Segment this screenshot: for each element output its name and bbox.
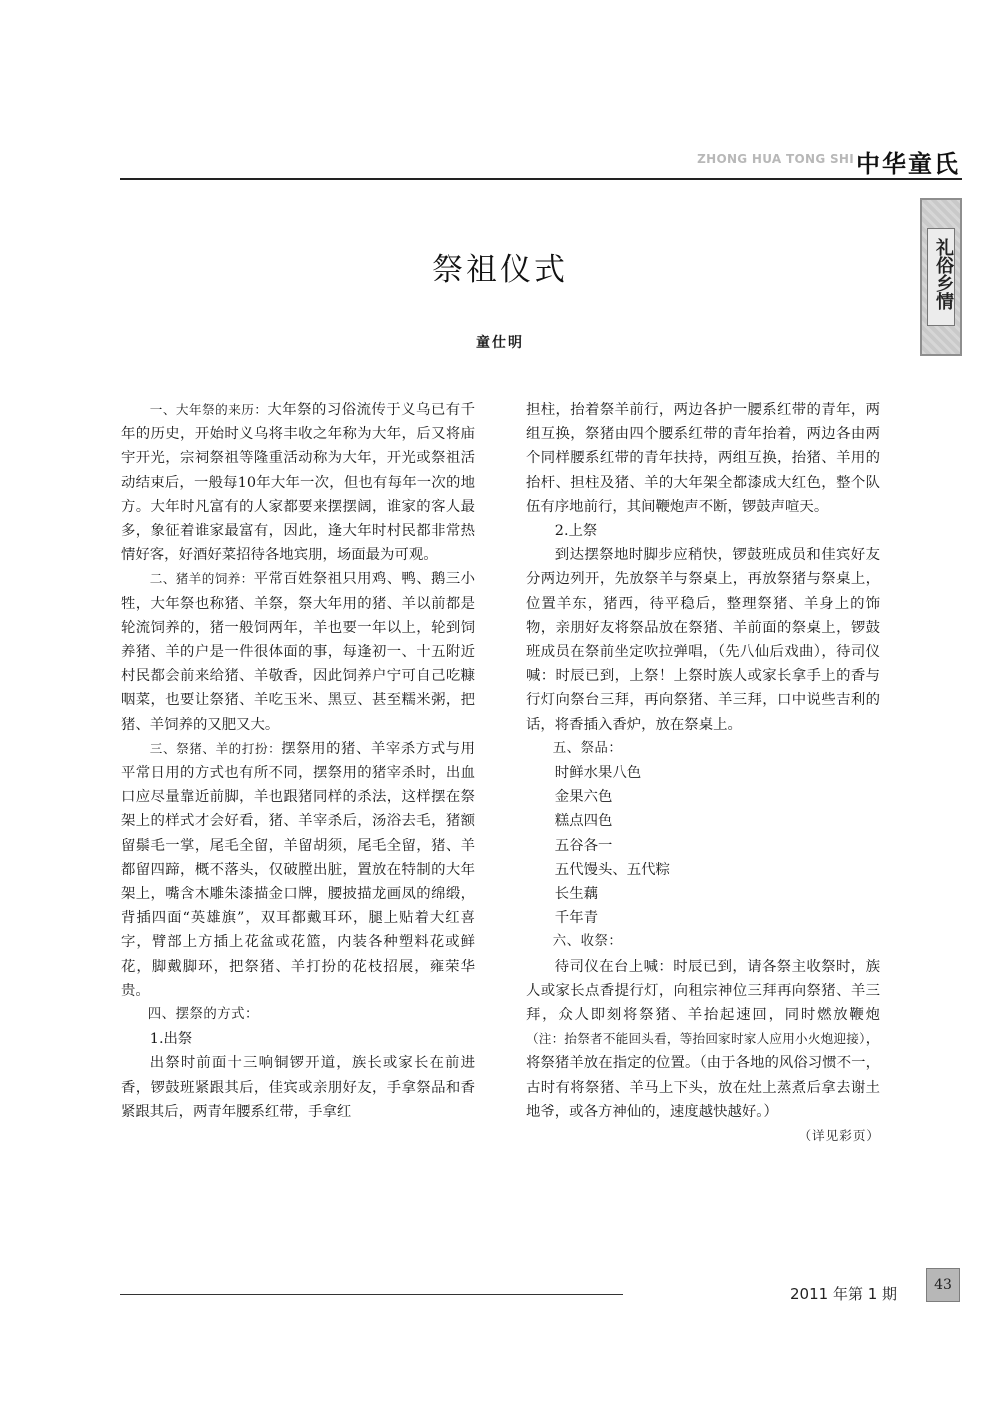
section-6-paragraph <box>526 955 880 1144</box>
subsection-1-text: 出祭时前面十三响铜锣开道，族长或家长在前进香，锣鼓班紧跟其后，佳宾或亲朋好友，手拿祭品和香紧跟其后，两青年腰系红带，手拿红 <box>121 1055 475 1120</box>
section-6-text-a: 待司仪在台上喊：时辰已到，请各祭主收祭时，族人或家长点香提行灯，向租宗神位三拜再向祭猪、羊三拜，众人即刻将祭猪、羊抬起速回，同时燃放鞭炮 <box>526 958 880 1024</box>
subsection-2-heading: 2.上祭 <box>554 523 598 540</box>
article-author: 童仕明 <box>476 335 524 351</box>
offering-item: 千年青 <box>554 910 598 927</box>
subsection-2-text: 到达摆祭地时脚步应稍快，锣鼓班成员和佳宾好友分两边列开，先放祭羊与祭桌上，再放祭猪与祭桌上，位置羊东，猪西，待平稳后，整理祭猪、羊身上的饰物，亲朋好友将祭品放在祭猪、羊前面的祭桌上，锣鼓班成员在祭前坐定吹拉弹唱，（先八仙后戏曲），待司仪喊：时辰已到，上祭！上祭时族人或家长拿手上的香与行灯向祭台三拜，再向祭猪、羊三拜，口中说些吉利的话，将香插入香炉，放在祭桌上。 <box>526 547 880 733</box>
section-6-heading: 六、收祭： <box>552 934 623 950</box>
offering-item: 金果六色 <box>554 789 613 806</box>
side-tab-label: 礼俗乡情 <box>933 238 954 310</box>
continued-paragraph: 担柱，抬着祭羊前行，两边各护一腰系红带的青年，两组互换，祭猪由四个腰系红带的青年抬着，两边各由两个同样腰系红带的青年扶持，两组互换，抬猪、羊用的抬杆、担柱及猪、羊的大年架全都漆成大红色，整个队伍有序地前行，其间鞭炮声不断，锣鼓声喧天。 <box>526 402 880 515</box>
section-6-note: （注：抬祭者不能回头看，等抬回家时家人应用小火炮迎接） <box>526 1031 866 1047</box>
article-title: 祭祖仪式 <box>432 252 568 288</box>
offering-item: 五代馒头、五代粽 <box>554 861 670 878</box>
section-3-text: 摆祭用的猪、羊宰杀方式与用平常日用的方式也有所不同，摆祭用的猪宰杀时，出血口应尽量靠近前脚，羊也跟猪同样的杀法，这样摆在祭架上的样式才会好看，猪、羊宰杀后，汤浴去毛，猪额留鬃毛一掌，尾毛全留，羊留胡须，尾毛全留，猪、羊都留四蹄，概不落头，仅破膛出脏，置放在特制的大年架上，嘴含木雕朱漆描金口牌，腰披描龙画凤的绵缎，背插四面“英雄旗”，双耳都戴耳环，腿上贴着大红喜字，臂部上方插上花盆或花篮，内装各种塑料花或鲜花，脚戴脚环，把祭猪、羊打扮的花枝招展，雍荣华贵。 <box>121 740 475 999</box>
section-1-paragraph <box>121 398 475 567</box>
offering-item: 长生藕 <box>554 886 598 903</box>
section-6-text-b: ，将祭猪羊放在指定的位置。（由于各地的风俗习惯不一，古时有将祭猪、羊马上下头，放在灶上蒸煮后拿去谢土地爷，或各方神仙的，速度越快越好。） <box>526 1031 880 1120</box>
header-magazine-title: 中华童氏 <box>856 149 960 178</box>
header-pinyin: ZHONG HUA TONG SHI <box>697 152 854 166</box>
right-column <box>526 398 880 1148</box>
page-number: 43 <box>926 1268 960 1302</box>
footer-issue: 2011 年第 1 期 <box>790 1285 898 1303</box>
offering-item: 糕点四色 <box>554 813 613 830</box>
section-4-heading: 四、摆祭的方式： <box>147 1007 259 1023</box>
section-2-paragraph <box>121 567 475 736</box>
offering-item: 时鲜水果八色 <box>554 765 642 782</box>
section-1-text: 大年祭的习俗流传于义乌已有千年的历史，开始时义乌将丰收之年称为大年，后又将庙宇开光，宗祠祭祖等隆重活动称为大年，开光或祭祖活动结束后，一般每10年大年一次，但也有每年一次的地方。大年时凡富有的人家都要来摆摆阔，谁家的客人最多，象征着谁家最富有，因此，逢大年时村民都非常热情好客，好酒好菜招待各地宾朋，场面最为可观。 <box>121 402 475 564</box>
subsection-1-heading: 1.出祭 <box>149 1031 193 1048</box>
header-rule <box>120 178 962 180</box>
footer-rule <box>120 1294 623 1295</box>
section-1-heading: 一、大年祭的来历： <box>149 402 268 417</box>
offering-item: 五谷各一 <box>554 837 613 854</box>
section-2-heading: 二、猪羊的饲养： <box>149 571 254 587</box>
section-3-heading: 三、祭猪、羊的打扮： <box>149 740 282 756</box>
color-page-reference: （详见彩页） <box>798 1128 880 1144</box>
section-2-text: 平常百姓祭祖只用鸡、鸭、鹅三小牲，大年祭也称猪、羊祭，祭大年用的猪、羊以前都是轮流饲养的，猪一般饲两年，羊也要一年以上，轮到饲养猪、羊的户是一件很体面的事，每逢初一、十五附近村民都会前来给猪、羊敬香，因此饲养户宁可自己吃糠咽菜，也要让祭猪、羊吃玉米、黑豆、甚至糯米粥，把猪、羊饲养的又肥又大。 <box>121 571 475 733</box>
left-column <box>121 398 475 1124</box>
header-bar <box>120 142 962 178</box>
section-3-paragraph <box>121 737 475 1003</box>
section-5-heading: 五、祭品： <box>552 740 623 756</box>
